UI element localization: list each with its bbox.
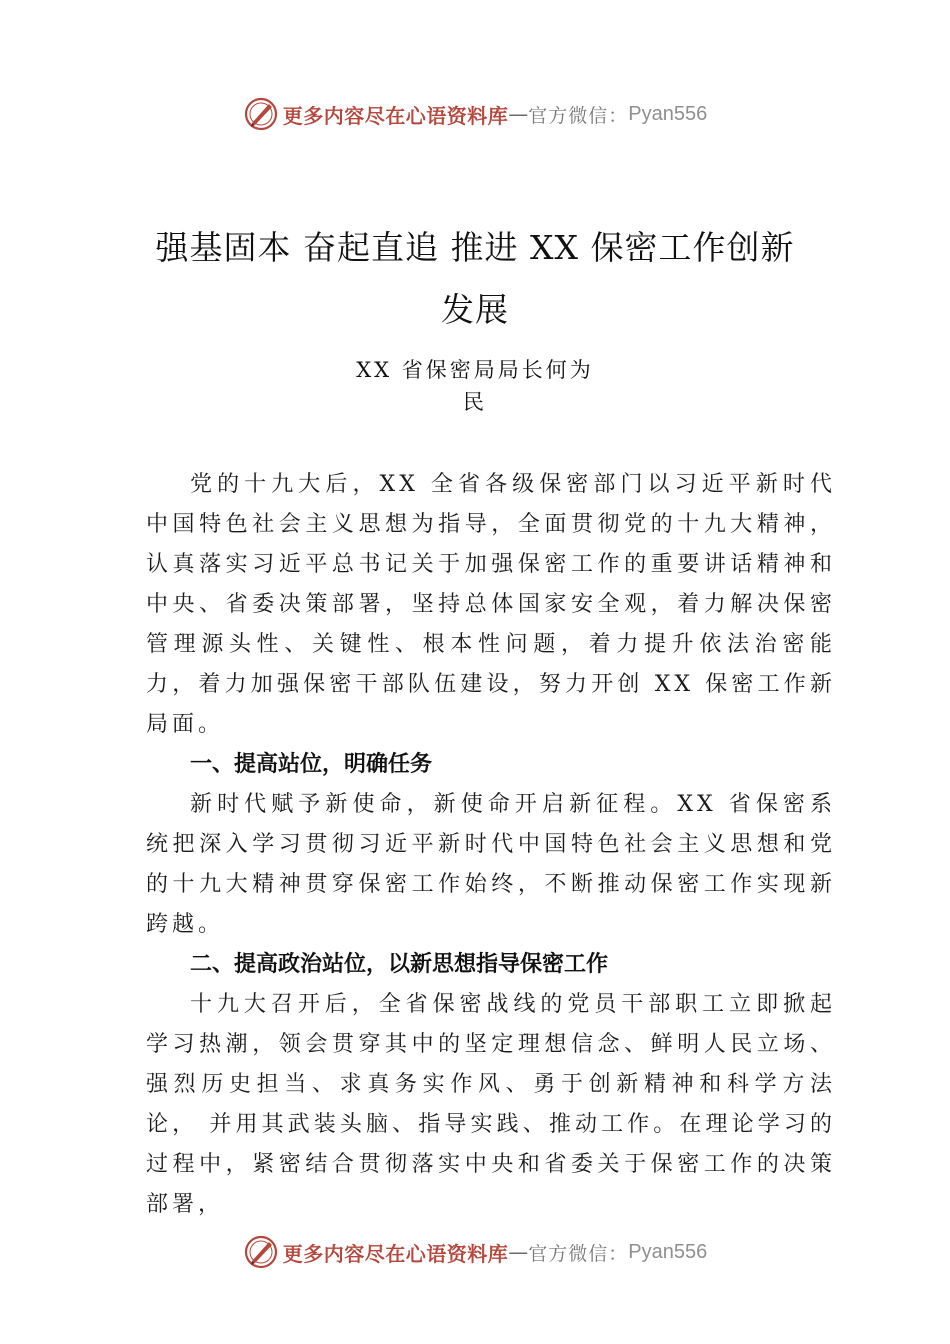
author-line1: XX 省保密局局长何为 (356, 358, 594, 382)
header-watermark (0, 94, 950, 134)
watermark-brand: 更多内容尽在心语资料库 (282, 103, 509, 128)
document-title-line2: 发展 (441, 290, 509, 329)
watermark-dash: — (508, 1240, 529, 1264)
paragraph-section-1: 新时代赋予新使命，新使命开启新征程。XX 省保密系统把深入学习贯彻习近平新时代中国特色社会主义思想和党的十九大精神贯穿保密工作始终，不断推动保密工作实现新跨越。 (146, 792, 836, 937)
watermark-dash: — (508, 102, 529, 126)
document-title-line1: 强基固本 奋起直追 推进 XX 保密工作创新 (155, 228, 795, 267)
footer-watermark (0, 1232, 950, 1272)
watermark-wechat-id: Pyan556 (628, 1240, 708, 1263)
document-body (146, 465, 836, 1225)
paragraph-intro: 党的十九大后，XX 全省各级保密部门以习近平新时代中国特色社会主义思想为指导，全面贯彻党的十九大精神，认真落实习近平总书记关于加强保密工作的重要讲话精神和中央、省委决策部署，坚持总体国家安全观，着力解决保密管理源头性、关键性、根本性问题，着力提升依法治密能力，着力加强保密干部队伍建设，努力开创 XX 保密工作新局面。 (146, 472, 836, 737)
library-logo-icon (243, 96, 279, 132)
section-heading-1: 一、提高站位，明确任务 (190, 752, 433, 777)
watermark-wechat-label: 官方微信： (528, 104, 629, 127)
paragraph-section-2: 十九大召开后，全省保密战线的党员干部职工立即掀起学习热潮，领会贯穿其中的坚定理想信念、鲜明人民立场、强烈历史担当、求真务实作风、勇于创新精神和科学方法论， 并用其武装头脑、指导实践、推动工作。在理论学习的过程中，紧密结合贯彻落实中央和省委关于保密工作的决策部署， (146, 992, 836, 1217)
watermark-wechat-label: 官方微信： (528, 1242, 629, 1265)
author-line2: 民 (463, 390, 487, 414)
library-logo-icon (243, 1234, 279, 1270)
watermark-brand: 更多内容尽在心语资料库 (282, 1241, 509, 1266)
watermark-wechat-id: Pyan556 (628, 102, 708, 125)
section-heading-2: 二、提高政治站位，以新思想指导保密工作 (190, 952, 609, 977)
